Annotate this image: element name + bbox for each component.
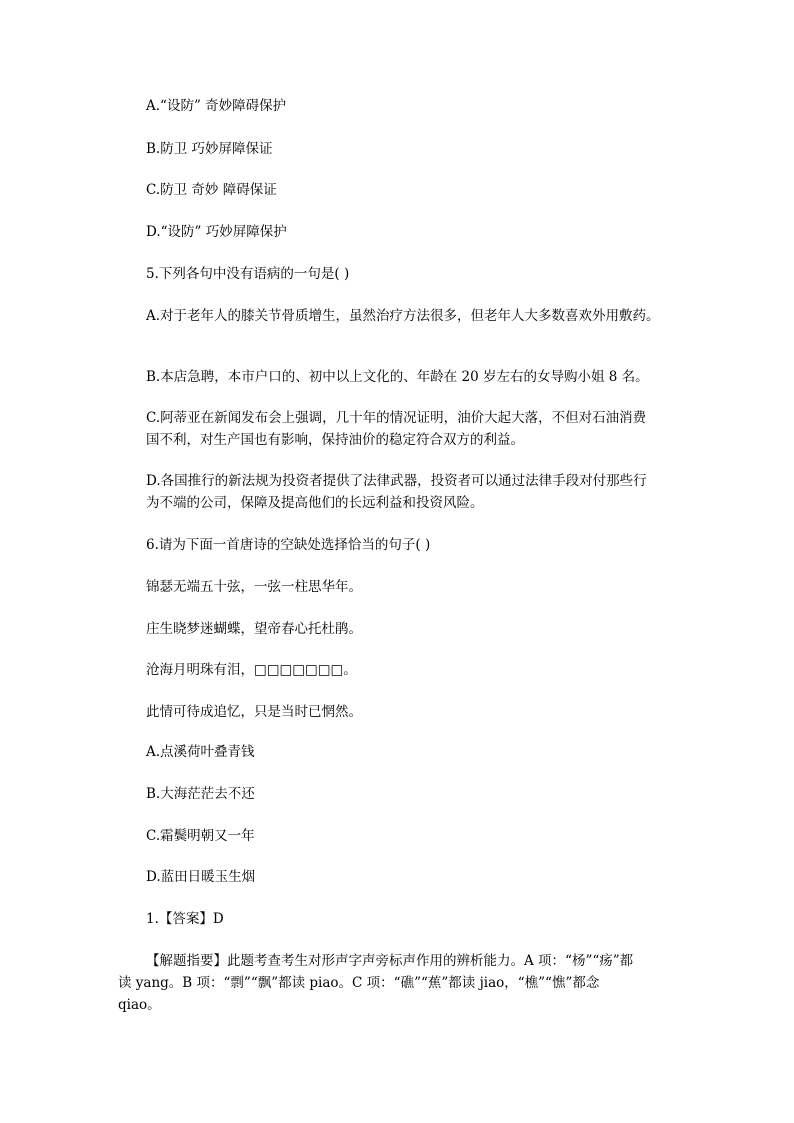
- explanation-line-3: qiao。: [118, 997, 161, 1013]
- q6-option-a: A.点溪荷叶叠青钱: [146, 744, 255, 760]
- q6-option-d: D.蓝田日暖玉生烟: [146, 869, 256, 885]
- q5-option-c-line2: 国不利，对生产国也有影响，保持油价的稳定符合双方的利益。: [146, 432, 524, 448]
- poem-line-2: 庄生晓梦迷蝴蝶，望帝春心托杜鹃。: [146, 621, 362, 637]
- poem-line-4: 此情可待成追忆，只是当时已惘然。: [146, 704, 362, 720]
- q5-option-b: B.本店急聘，本市户口的、初中以上文化的、年龄在 20 岁左右的女导购小姐 8 名。: [146, 369, 649, 385]
- poem-line-1: 锦瑟无端五十弦，一弦一柱思华年。: [146, 579, 362, 595]
- q5-option-d-line1: D.各国推行的新法规为投资者提供了法律武器，投资者可以通过法律手段对付那些行: [146, 473, 647, 489]
- q4-option-d: D.“设防” 巧妙屏障保护: [146, 224, 287, 240]
- explanation-line-1: 【解题指要】此题考查考生对形声字声旁标声作用的辨析能力。A 项：“杨”“疡”都: [146, 953, 634, 969]
- q6-stem: 6.请为下面一首唐诗的空缺处选择恰当的句子( ): [146, 537, 431, 553]
- answer-1: 1.【答案】D: [146, 911, 224, 927]
- q4-option-c: C.防卫 奇妙 障碍保证: [146, 182, 277, 198]
- q6-option-b: B.大海茫茫去不还: [146, 786, 255, 802]
- q5-stem: 5.下列各句中没有语病的一句是( ): [146, 266, 350, 282]
- explanation-line-2: 读 yang。B 项：“剽”“飘”都读 piao。C 项：“礁”“蕉”都读 jiao，“樵”“憔”都念: [118, 975, 600, 991]
- poem-line-3: 沧海月明珠有泪，□□□□□□□。: [146, 662, 357, 678]
- q4-option-a: A.“设防” 奇妙障碍保护: [146, 98, 287, 114]
- q4-option-b: B.防卫 巧妙屏障保证: [146, 141, 273, 157]
- q6-option-c: C.霜鬓明朝又一年: [146, 828, 255, 844]
- q5-option-d-line2: 为不端的公司，保障及提高他们的长远利益和投资风险。: [146, 495, 484, 511]
- q5-option-a: A.对于老年人的膝关节骨质增生，虽然治疗方法很多，但老年人大多数喜欢外用敷药。: [146, 308, 660, 324]
- q5-option-c-line1: C.阿蒂亚在新闻发布会上强调，几十年的情况证明，油价大起大落，不但对石油消费: [146, 410, 647, 426]
